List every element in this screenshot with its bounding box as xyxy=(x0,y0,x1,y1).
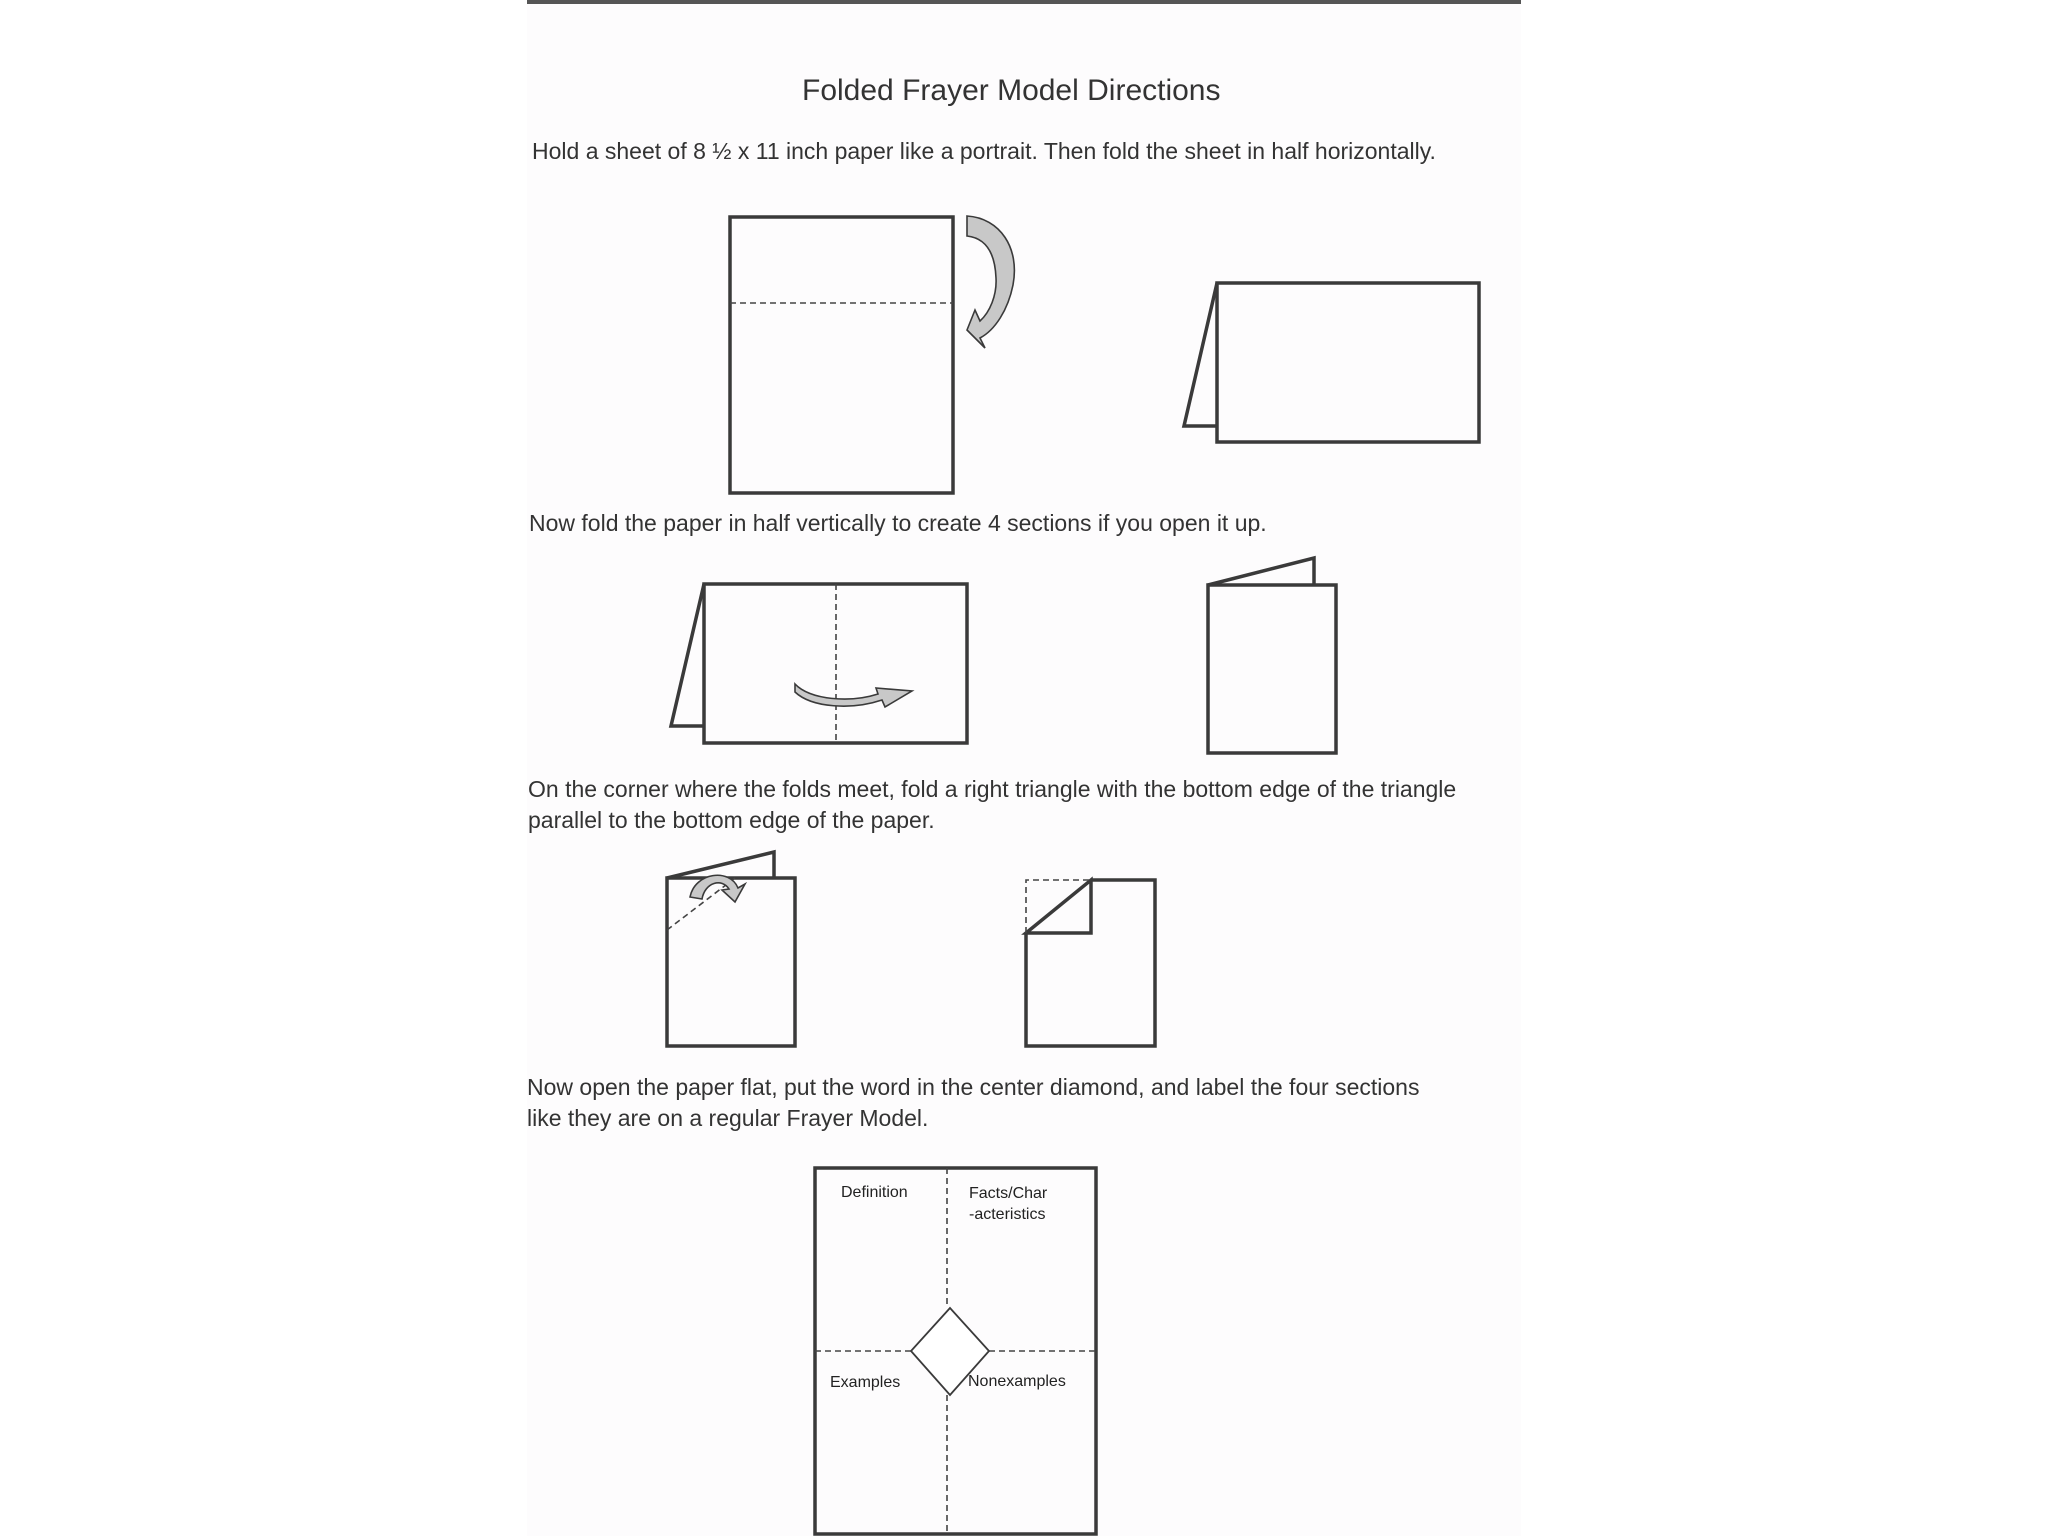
frayer-facts-label-line-1: Facts/Char xyxy=(969,1185,1048,1202)
step-2-folded-sheet xyxy=(1208,558,1336,753)
step-3-text-line-1: On the corner where the folds meet, fold a right triangle with the bottom edge of the triangle xyxy=(528,776,1457,802)
frayer-examples-label: Examples xyxy=(830,1374,901,1391)
step-2-landscape-sheet xyxy=(671,584,967,743)
step-4-text-line-1: Now open the paper flat, put the word in the center diamond, and label the four sections xyxy=(527,1074,1420,1100)
frayer-facts-label-line-2: -acteristics xyxy=(969,1206,1046,1223)
frayer-nonexamples-label: Nonexamples xyxy=(968,1373,1066,1390)
step-3-text-line-2: parallel to the bottom edge of the paper. xyxy=(528,807,935,833)
page-title: Folded Frayer Model Directions xyxy=(802,74,1221,107)
step-1-folded-sheet xyxy=(1184,283,1479,442)
step-1-text: Hold a sheet of 8 ½ x 11 inch paper like a portrait. Then fold the sheet in half horizontally. xyxy=(532,138,1436,164)
fold-down-arrow-icon xyxy=(967,216,1014,348)
frayer-definition-label: Definition xyxy=(841,1184,908,1201)
step-1-portrait-sheet xyxy=(730,217,953,493)
step-4-text-line-2: like they are on a regular Frayer Model. xyxy=(527,1105,929,1131)
fold-over-arrow-icon xyxy=(795,684,912,707)
step-2-text: Now fold the paper in half vertically to create 4 sections if you open it up. xyxy=(529,510,1267,536)
step-3-folded-sheet xyxy=(1026,880,1155,1046)
frayer-model xyxy=(815,1168,1096,1534)
